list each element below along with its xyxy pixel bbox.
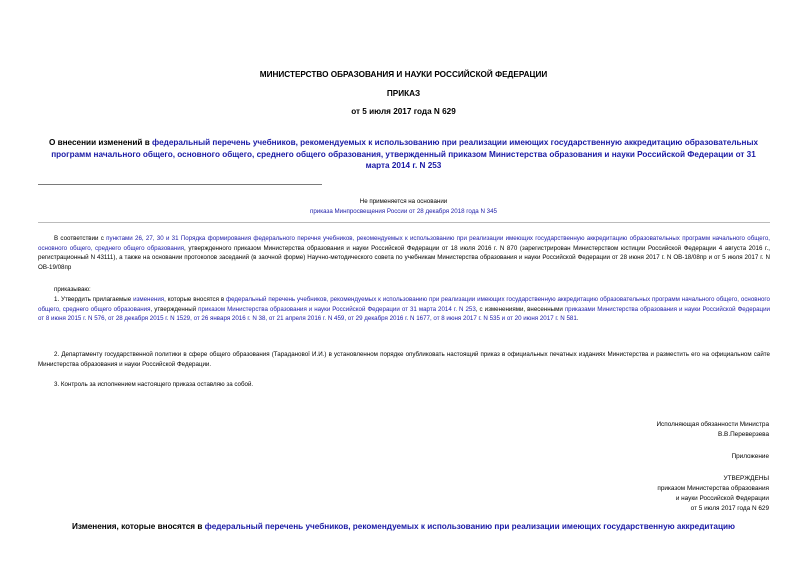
signature-block (656, 420, 769, 440)
appendix-title-link[interactable]: федеральный перечень учебников, рекомендуемых к использованию при реализации имеющих государственную аккредитацию (204, 522, 736, 531)
paragraph-item-2: 2. Департаменту государственной политики в сфере общего образования (Тараданової И.И.) в установленном порядке опубликовать настоящий приказ в официальных печатных изданиях Министерства и разместить его на официальном сайте Министерства образования и науки Российской Федерации. (38, 351, 770, 368)
doc-date-number: от 5 июля 2017 года N 629 (351, 107, 456, 116)
p2-text-d: , с изменениями, внесенными (475, 305, 565, 313)
p2-text-c: , утвержденный (150, 305, 199, 313)
p2-link-changes[interactable]: изменения (133, 296, 165, 303)
approval-line-2: и науки Российской Федерации (675, 495, 769, 502)
status-note (0, 197, 807, 216)
approval-line-1: приказом Министерства образования (657, 485, 769, 492)
p1-text-b: , утвержденного приказом Министерства образования и науки Российской Федерации от 18 июля 2016 г. N 870 (зарегистрирован Министерством юстиции Российской Федерации 4 августа 2016 г., регистрационный N 43111), а также на основании протоколов заседаний (в заочной форме) Научно-методического совета по учебникам Министерства образования и науки Российской Федерации от 28 июня 2017 г. N ОВ-18/08пр и от 5 июля 2017 г. N ОВ-19/08пр (38, 244, 770, 271)
signature-name: В.В.Переверзева (718, 431, 769, 438)
p2-text-e: . (576, 315, 579, 323)
p2-link-order-253[interactable]: приказом Министерства образования и науки Российской Федерации от 31 марта 2014 г. N 253 (198, 305, 476, 313)
status-divider (38, 222, 770, 223)
p2-link-amending-orders[interactable]: приказами Министерства образования и науки Российской Федерации от 8 июня 2015 г. N 576, от 28 декабря 2015 г. N 1529, от 26 января 2016 г. N 38, от 21 апреля 2016 г. N 459, от 29 декабря 2016 г. N 1677, от 8 июня 2017 г. N 535 и от 20 июня 2017 г. N 581 (38, 305, 771, 323)
p2-text-a: 1. Утвердить прилагаемые (54, 296, 134, 303)
paragraph-item-1 (38, 295, 770, 324)
p2-link-federal-list[interactable]: федеральный перечень учебников, рекомендуемых к использованию при реализации имеющих государственную аккредитацию образовательных программ начального общего, основного общего, среднего общего образования (38, 296, 770, 313)
approval-line-3: от 5 июля 2017 года N 629 (690, 505, 769, 512)
status-note-line1: Не применяется на основании (359, 198, 448, 205)
title-text-1: О внесении изменений в (48, 138, 153, 147)
document-title (40, 137, 767, 172)
ministry-heading: МИНИСТЕРСТВО ОБРАЗОВАНИЯ И НАУКИ РОССИЙСКОЙ ФЕДЕРАЦИИ (259, 70, 548, 79)
paragraph-item-3: 3. Контроль за исполнением настоящего приказа оставляю за собой. (54, 381, 254, 388)
p2-text-b: , которые вносятся в (164, 296, 227, 303)
p1-text-a: В соответствии с (54, 235, 107, 242)
appendix-label: Приложение (731, 453, 769, 460)
appendix-title (0, 522, 807, 531)
title-link-federal-list[interactable]: федеральный перечень учебников, рекомендуемых к использованию при реализации имеющих государственную аккредитацию образовательных программ начального общего, основного общего, среднего общего образования, утвержденный (51, 138, 759, 159)
prikazyvayu-label: приказываю: (54, 286, 91, 293)
title-divider (38, 184, 322, 185)
signature-role: Исполняющая обязанности Министра (656, 421, 769, 428)
appendix-title-text: Изменения, которые вносятся в (71, 522, 205, 531)
paragraph-basis (38, 234, 770, 272)
title-link-order-253[interactable]: приказом Министерства образования и науки Российской Федерации от 31 марта 2014 г. N 253 (365, 149, 756, 170)
doc-type-heading: ПРИКАЗ (386, 89, 421, 98)
approval-block (657, 474, 769, 514)
approval-title: УТВЕРЖДЕНЫ (723, 475, 769, 482)
p1-link-procedure[interactable]: пунктами 26, 27, 30 и 31 Порядка формирования федерального перечня учебников, рекомендуемых к использованию при реализации имеющих государственную аккредитацию образовательных программ начального общего, основного общего, среднего общего образования (38, 235, 771, 252)
status-note-link[interactable]: приказа Минпросвещения России от 28 декабря 2018 года N 345 (310, 207, 497, 215)
